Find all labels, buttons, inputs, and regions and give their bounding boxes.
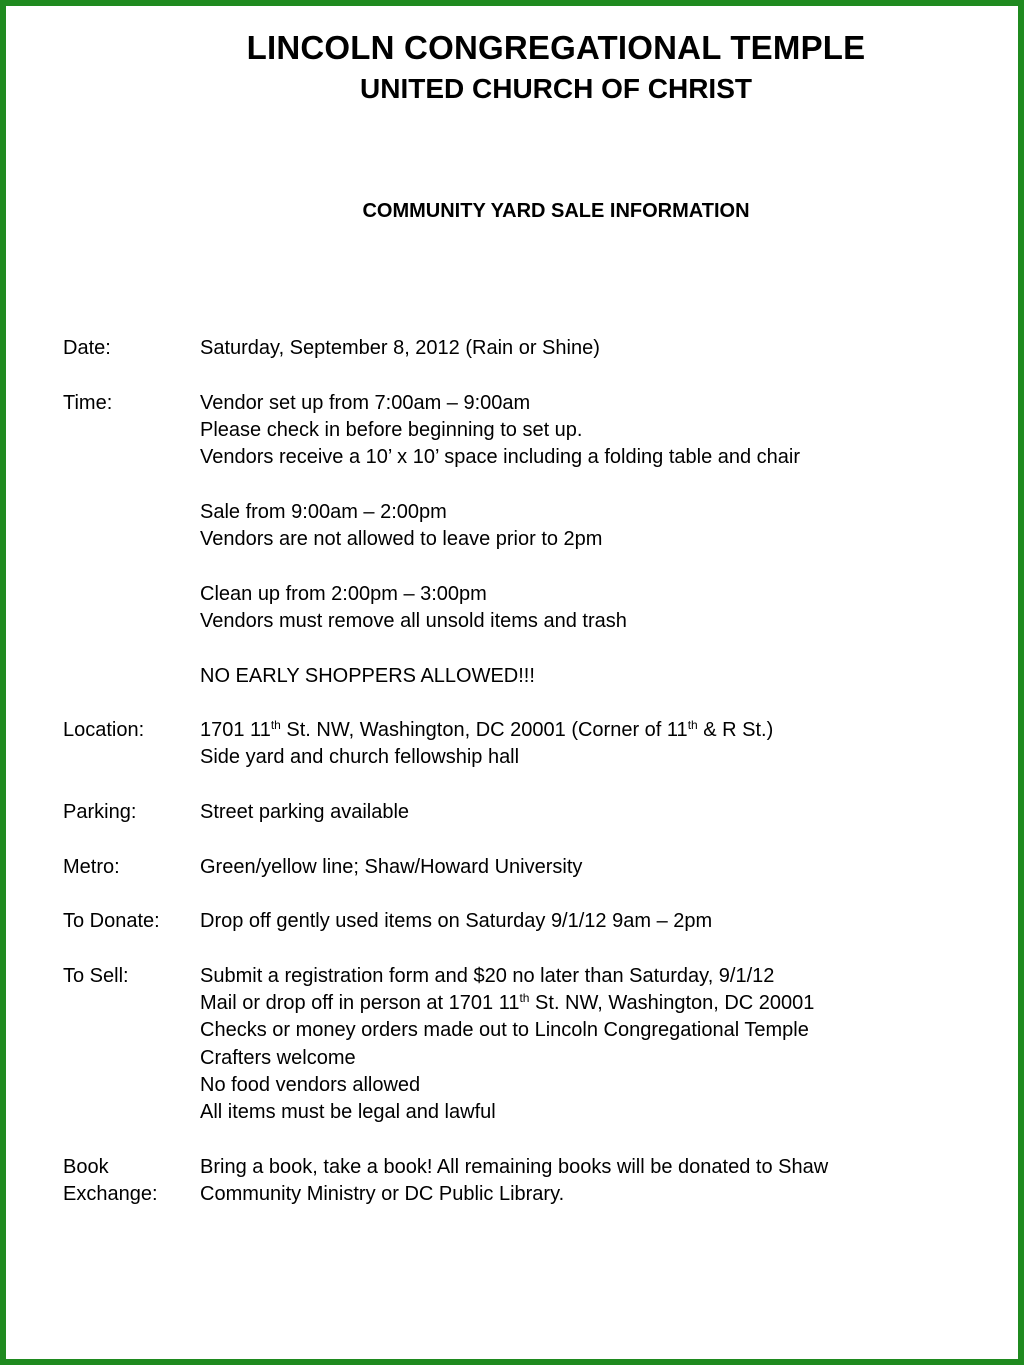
- location-label: Location:: [63, 719, 145, 742]
- church-name: LINCOLN CONGREGATIONAL TEMPLE: [246, 29, 866, 66]
- date-row: [63, 335, 963, 362]
- sale-time: Sale from 9:00am – 2:00pm: [200, 500, 447, 523]
- metro-row: [63, 854, 963, 881]
- location-value: [200, 717, 963, 772]
- parking-row: [63, 799, 963, 826]
- early-shoppers-warning: NO EARLY SHOPPERS ALLOWED!!!: [200, 664, 535, 687]
- cleanup-time: Clean up from 2:00pm – 3:00pm: [200, 582, 487, 605]
- metro-label: Metro:: [63, 855, 120, 878]
- metro-value: Green/yellow line; Shaw/Howard University: [200, 855, 583, 878]
- cleanup-rule: Vendors must remove all unsold items and trash: [200, 609, 627, 632]
- date-value: Saturday, September 8, 2012 (Rain or Shine): [200, 337, 600, 359]
- time-row: [63, 390, 963, 690]
- donate-value: Drop off gently used items on Saturday 9/1/12 9am – 2pm: [200, 910, 713, 933]
- event-info: [63, 335, 963, 1236]
- setup-checkin: Please check in before beginning to set up.: [200, 418, 583, 441]
- sell-mail-address: Mail or drop off in person at 1701 11th St. NW, Washington, DC 20001: [200, 991, 815, 1015]
- parking-label: Parking:: [63, 801, 137, 824]
- time-value: [200, 390, 963, 690]
- sell-row: [63, 963, 963, 1127]
- time-label: Time:: [63, 391, 113, 414]
- book-exchange-row: [63, 1154, 963, 1209]
- location-detail: Side yard and church fellowship hall: [200, 746, 520, 769]
- setup-space: Vendors receive a 10’ x 10’ space including a folding table and chair: [200, 446, 801, 469]
- sell-crafters: Crafters welcome: [200, 1046, 356, 1069]
- parking-value: Street parking available: [200, 801, 410, 824]
- book-exchange-label: Book Exchange:: [63, 1155, 158, 1206]
- sell-registration: Submit a registration form and $20 no later than Saturday, 9/1/12: [200, 964, 775, 987]
- donate-row: [63, 908, 963, 935]
- sale-rule: Vendors are not allowed to leave prior to 2pm: [200, 528, 603, 551]
- date-label: Date:: [63, 337, 111, 359]
- sell-label: To Sell:: [63, 964, 129, 987]
- sell-checks: Checks or money orders made out to Lincoln Congregational Temple: [200, 1019, 809, 1042]
- notice-title: COMMUNITY YARD SALE INFORMATION: [362, 200, 750, 222]
- sell-legal: All items must be legal and lawful: [200, 1101, 496, 1124]
- location-address: 1701 11th St. NW, Washington, DC 20001 (Corner of 11th & R St.): [200, 718, 774, 742]
- location-row: [63, 717, 963, 772]
- book-exchange-value: Bring a book, take a book! All remaining books will be donated to Shaw Community Ministry or DC Public Library.: [200, 1155, 829, 1206]
- sell-no-food: No food vendors allowed: [200, 1074, 421, 1097]
- donate-label: To Donate:: [63, 910, 160, 933]
- setup-time: Vendor set up from 7:00am – 9:00am: [200, 391, 531, 414]
- denomination: UNITED CHURCH OF CHRIST: [360, 73, 752, 104]
- sell-value: [200, 963, 963, 1127]
